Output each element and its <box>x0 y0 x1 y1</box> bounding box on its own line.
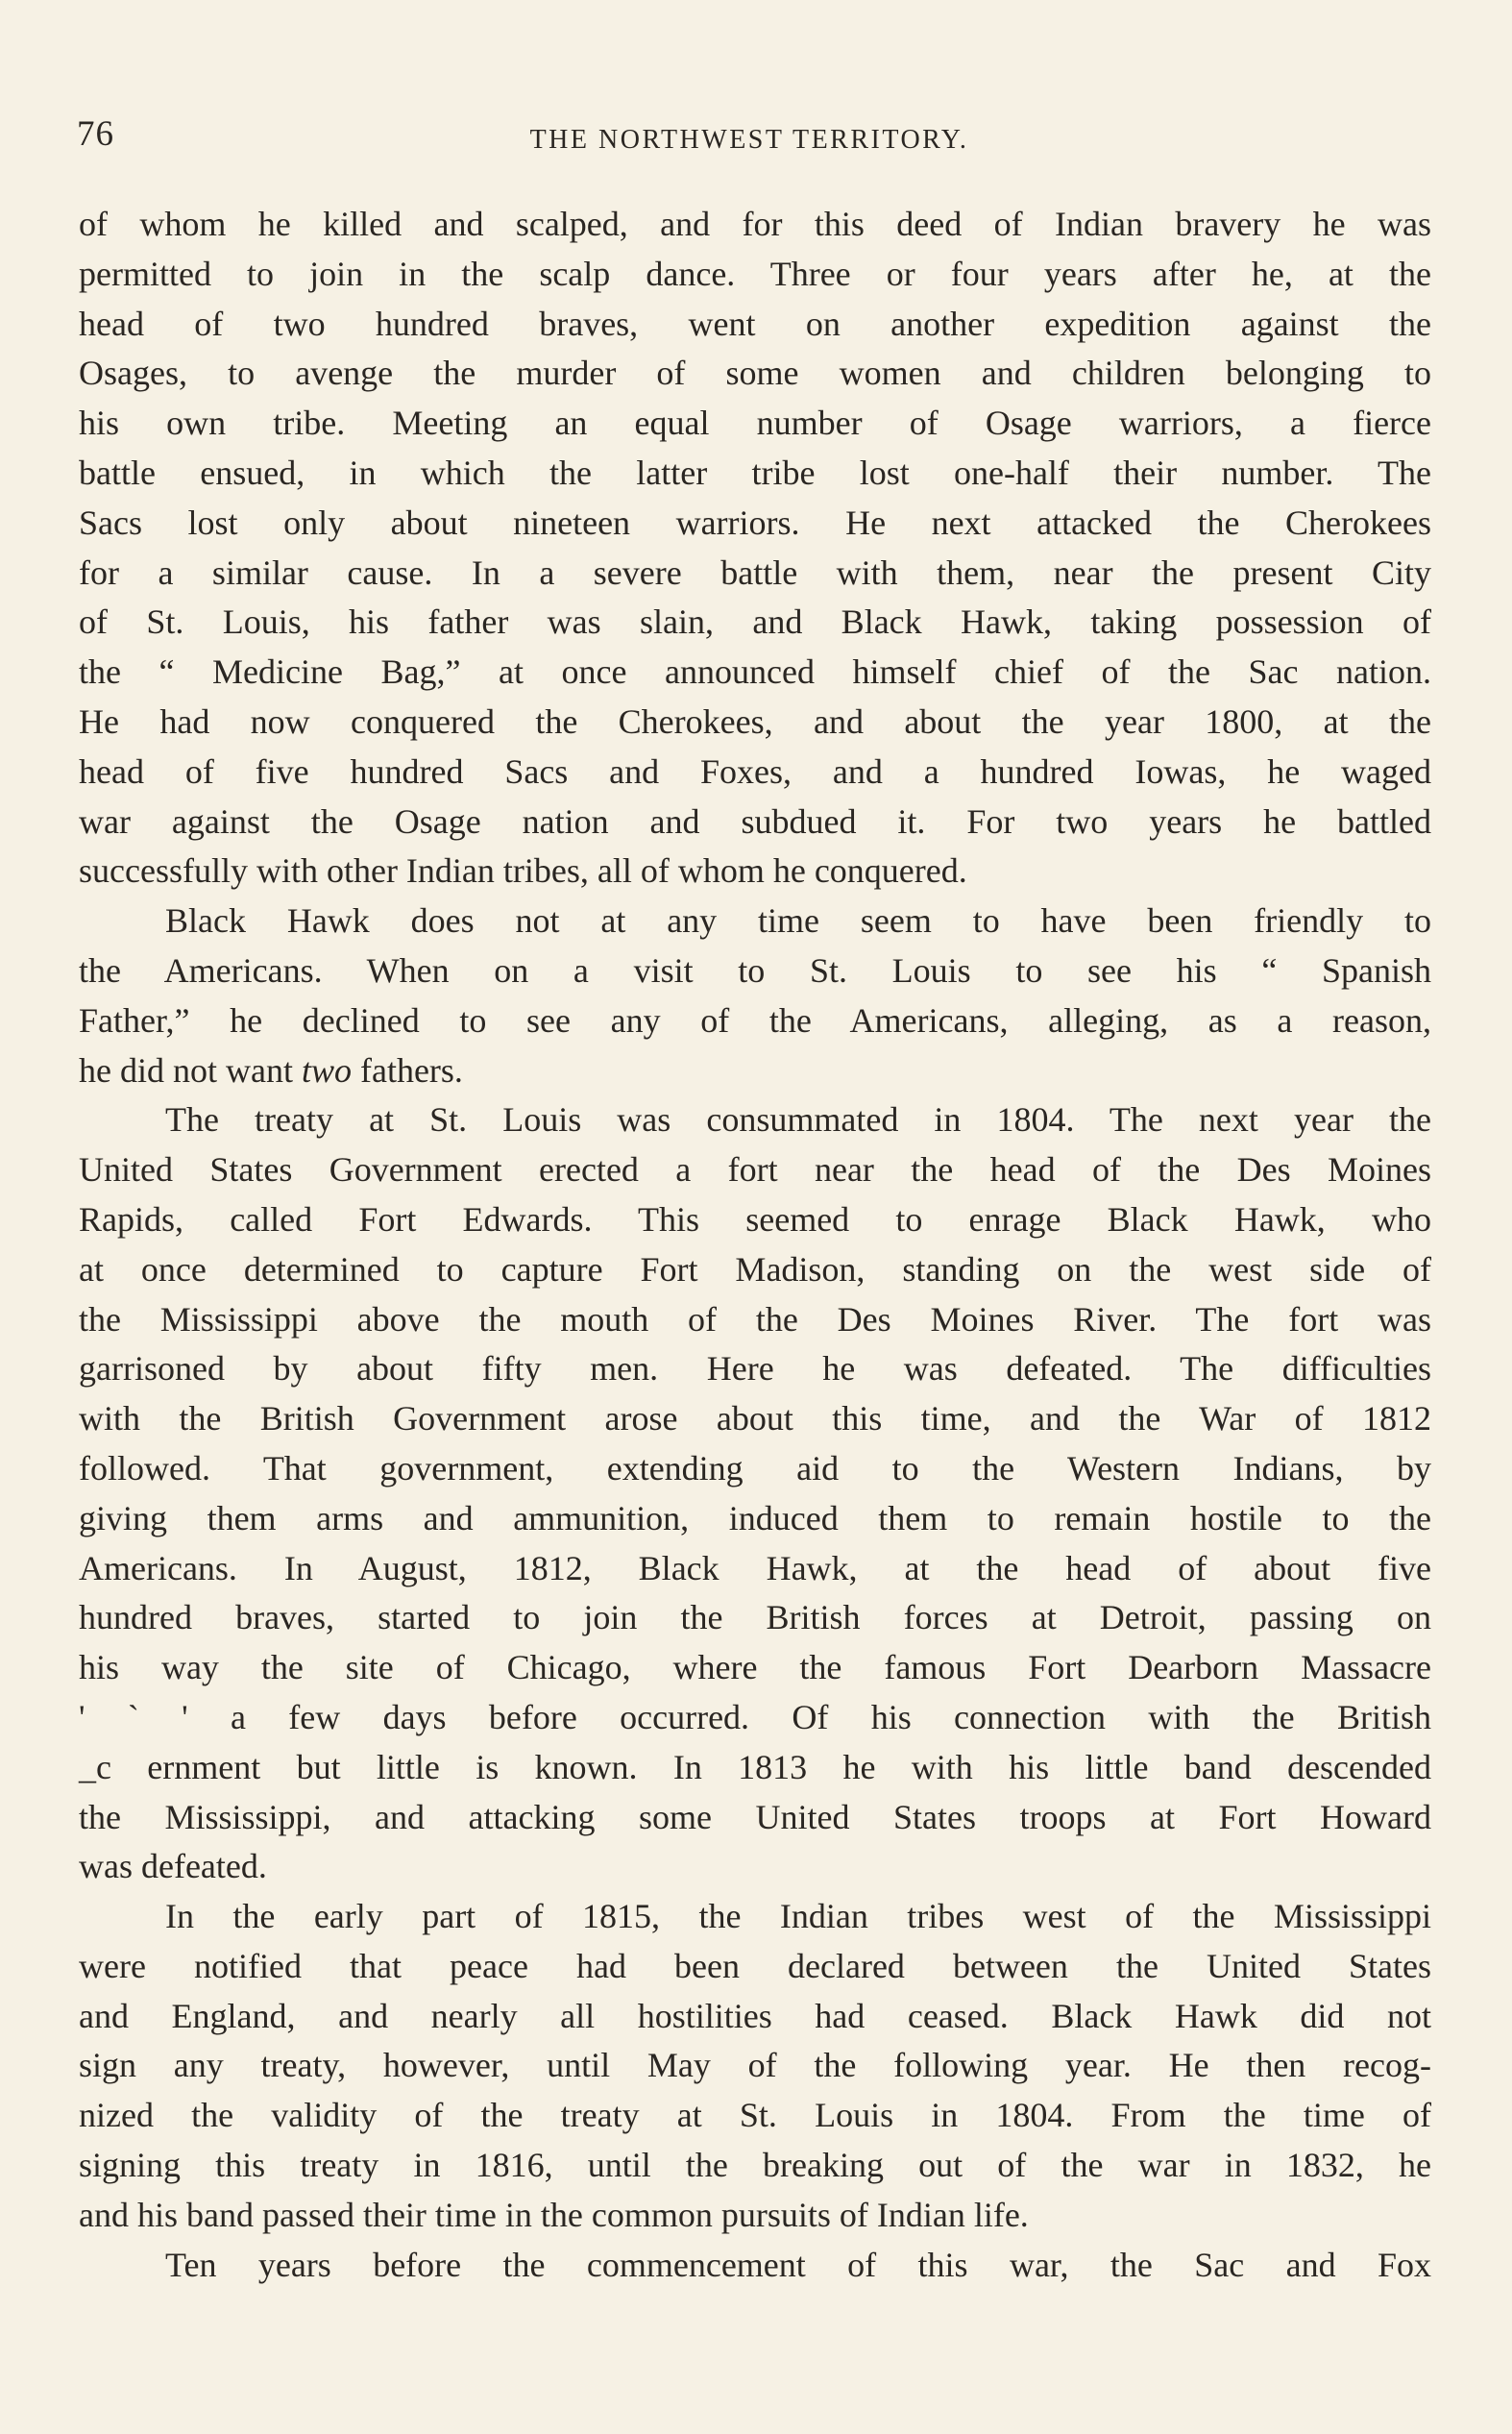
text-line: head of five hundred Sacs and Foxes, and a hundred Iowas, he waged <box>79 751 1431 791</box>
text-line: nized the validity of the treaty at St. Louis in 1804. From the time of <box>79 2096 1431 2135</box>
text-line: at once determined to capture Fort Madison, standing on the west side of <box>79 1249 1431 1289</box>
text-line: battle ensued, in which the latter tribe lost one-half their number. The <box>79 453 1431 492</box>
text-line: Black Hawk does not at any time seem to have been friendly to <box>165 901 1431 941</box>
text-line: the Mississippi above the mouth of the Des Moines River. The fort was <box>79 1299 1431 1339</box>
text-line: garrisoned by about fifty men. Here he was defeated. The difficulties <box>79 1349 1431 1389</box>
text-line: Americans. In August, 1812, Black Hawk, at the head of about five <box>79 1548 1431 1587</box>
text-line: the “ Medicine Bag,” at once announced himself chief of the Sac nation. <box>79 652 1431 692</box>
text-line: giving them arms and ammunition, induced them to remain hostile to the <box>79 1498 1431 1537</box>
text-line: signing this treaty in 1816, until the breaking out of the war in 1832, he <box>79 2146 1431 2185</box>
text-line: his way the site of Chicago, where the famous Fort Dearborn Massacre <box>79 1648 1431 1687</box>
text-line: Rapids, called Fort Edwards. This seemed to enrage Black Hawk, who <box>79 1199 1431 1239</box>
text-line: was defeated. <box>79 1847 267 1886</box>
text-line: the Americans. When on a visit to St. Louis to see his “ Spanish <box>79 950 1431 990</box>
text-line: were notified that peace had been declared between the United States <box>79 1946 1431 1985</box>
text-line: _c ernment but little is known. In 1813 he with his little band descended <box>79 1747 1431 1786</box>
text-line: the Mississippi, and attacking some United States troops at Fort Howard <box>79 1797 1431 1836</box>
text-line: Father,” he declined to see any of the Americans, alleging, as a reason, <box>79 1000 1431 1040</box>
text-line: of St. Louis, his father was slain, and Black Hawk, taking possession of <box>79 602 1431 642</box>
text-line: head of two hundred braves, went on another expedition against the <box>79 304 1431 343</box>
text-line: He had now conquered the Cherokees, and about the year 1800, at the <box>79 701 1431 741</box>
text-line: he did not want two fathers. <box>79 1050 463 1090</box>
emphasized-word: two <box>301 1050 352 1090</box>
text-line: hundred braves, started to join the British forces at Detroit, passing on <box>79 1598 1431 1637</box>
text-line: Sacs lost only about nineteen warriors. He next attacked the Cherokees <box>79 503 1431 542</box>
running-title: THE NORTHWEST TERRITORY. <box>529 125 969 155</box>
text-line: war against the Osage nation and subdued it. For two years he battled <box>79 801 1431 841</box>
text-line: his own tribe. Meeting an equal number of Osage warriors, a fierce <box>79 404 1431 443</box>
text-line: and his band passed their time in the common pursuits of Indian life. <box>79 2195 1029 2234</box>
page-header <box>77 113 1422 171</box>
text-line: successfully with other Indian tribes, all of whom he conquered. <box>79 851 967 891</box>
text-line: permitted to join in the scalp dance. Three or four years after he, at the <box>79 254 1431 293</box>
text-line: In the early part of 1815, the Indian tribes west of the Mississippi <box>165 1897 1431 1936</box>
text-line: followed. That government, extending aid to the Western Indians, by <box>79 1448 1431 1487</box>
text-line: of whom he killed and scalped, and for this deed of Indian bravery he was <box>79 205 1431 243</box>
text-line: with the British Government arose about this time, and the War of 1812 <box>79 1399 1431 1438</box>
text-line: The treaty at St. Louis was consummated in 1804. The next year the <box>165 1100 1431 1140</box>
text-line: Osages, to avenge the murder of some women and children belonging to <box>79 354 1431 393</box>
text-line: ' ` ' a few days before occurred. Of his connection with the British <box>79 1697 1431 1736</box>
text-line: Ten years before the commencement of this war, the Sac and Fox <box>165 2245 1431 2284</box>
text-line: United States Government erected a fort near the head of the Des Moines <box>79 1150 1431 1190</box>
page-number: 76 <box>77 114 114 154</box>
text-line: sign any treaty, however, until May of the following year. He then recog- <box>79 2046 1431 2085</box>
body-text <box>79 200 1431 2290</box>
text-line: for a similar cause. In a severe battle with them, near the present City <box>79 553 1431 592</box>
text-line: and England, and nearly all hostilities had ceased. Black Hawk did not <box>79 1996 1431 2035</box>
